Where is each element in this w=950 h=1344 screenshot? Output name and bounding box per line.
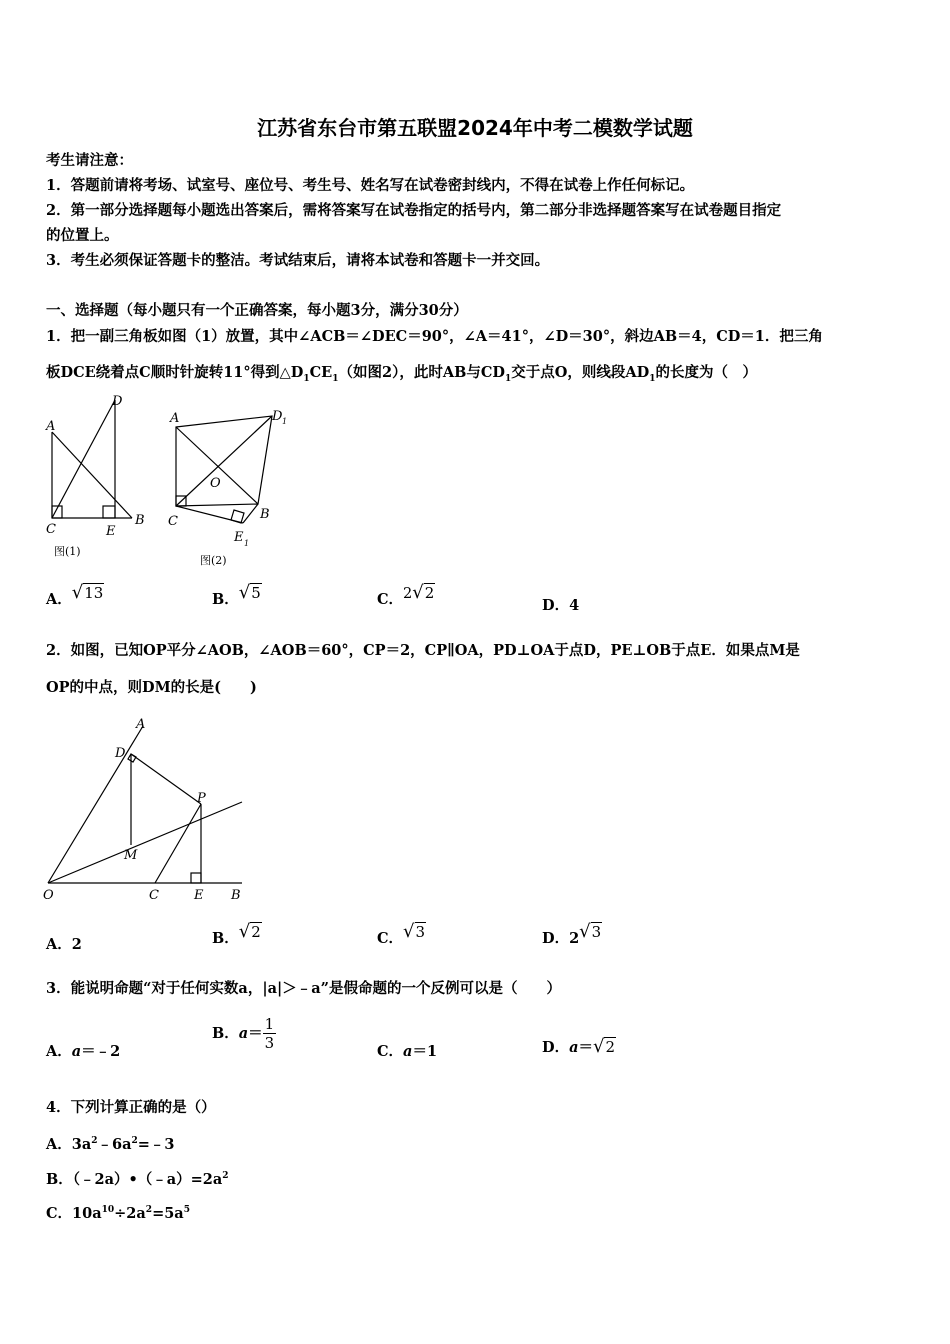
notice-item-2: 2．第一部分选择题每小题选出答案后，需将答案写在试卷指定的括号内，第二部分非选择题答案写在试卷题目指定 — [46, 202, 782, 219]
fig2-label-e1-sub: 1 — [244, 539, 250, 548]
q3-option-d[interactable]: D．a＝√2 — [542, 1036, 616, 1057]
fig2-label-d1: D — [272, 409, 283, 424]
q1-option-b[interactable]: B．√5 — [212, 582, 261, 608]
fig1-label-e: E — [106, 524, 116, 539]
q4-option-b[interactable]: B．$(﹣2a)•(﹣a)=2a^2$ — [46, 1170, 229, 1188]
q4-line1: 4．下列计算正确的是（） — [46, 1099, 216, 1116]
q2-line2: OP的中点，则DM的长是( ) — [46, 679, 257, 696]
q1-option-a[interactable]: A．√13 — [46, 582, 104, 608]
q1-line2: 板DCE绕着点C顺时针旋转11°得到$\triangle D_1CE_1$（如图2），此时AB与$CD_1$交于点O，则线段$AD_1$的长度为（ ） — [46, 364, 757, 384]
q2-figure — [38, 710, 253, 910]
fraction-one-third: $\frac{1}{3}$ — [264, 1015, 275, 1052]
notice-item-2-cont: 的位置上。 — [46, 227, 119, 244]
notice-heading: 考生请注意： — [46, 152, 133, 169]
q2-option-c[interactable]: C．√3 — [377, 921, 426, 947]
exam-title: 江苏省东台市第五联盟2024年中考二模数学试题 — [257, 116, 693, 140]
q2-option-d[interactable]: D．2√3 — [542, 921, 602, 947]
q4-option-c[interactable]: C．$10a^{10}\div 2a^2=5a^5$ — [46, 1204, 190, 1222]
q2-label-c: C — [149, 888, 159, 903]
fig2-label-o: O — [210, 476, 221, 491]
notice-item-1: 1．答题前请将考场、试室号、座位号、考生号、姓名写在试卷密封线内，不得在试卷上作任何标记。 — [46, 177, 695, 194]
fig2-label-c: C — [168, 514, 178, 529]
fig2-label-a: A — [170, 411, 180, 426]
q3-option-b[interactable]: B．a＝ $\frac{1}{3}$ — [212, 1015, 275, 1052]
q2-label-d: D — [115, 746, 126, 761]
q3-option-a[interactable]: A．a＝﹣2 — [46, 1043, 121, 1060]
section-heading: 一、选择题（每小题只有一个正确答案，每小题3分，满分30分） — [46, 302, 468, 319]
q1-line1: 1．把一副三角板如图（1）放置，其中∠ACB＝∠DEC＝90°，∠A＝41°，∠D＝30°，斜边AB＝4，CD＝1．把三角 — [46, 328, 823, 345]
q2-label-m: M — [124, 848, 138, 863]
q2-label-b: B — [231, 888, 241, 903]
q2-label-o: O — [43, 888, 54, 903]
q2-label-e: E — [194, 888, 204, 903]
q3-line1: 3．能说明命题“对于任何实数a，|a|＞﹣a”是假命题的一个反例可以是（ ） — [46, 980, 562, 997]
q3-option-c[interactable]: C．a＝1 — [377, 1043, 438, 1060]
fig2-label-e1: E — [234, 530, 244, 545]
q1-option-d[interactable]: D．4 — [542, 597, 580, 614]
q4-option-a[interactable]: A．$3a^2﹣6a^2=﹣3$ — [46, 1135, 175, 1153]
q1-figure-1 — [40, 392, 155, 567]
fig1-label-d: D — [112, 394, 123, 409]
q1-figure-2 — [160, 400, 290, 570]
q2-option-a[interactable]: A．2 — [46, 936, 82, 953]
fig2-caption: 图(2) — [200, 554, 227, 567]
fig2-label-d1-sub: 1 — [282, 417, 288, 426]
q1-option-c[interactable]: C．2√2 — [377, 582, 435, 608]
notice-item-3: 3．考生必须保证答题卡的整洁。考试结束后，请将本试卷和答题卡一并交回。 — [46, 252, 550, 269]
fig1-label-c: C — [46, 522, 56, 537]
q2-label-a: A — [136, 717, 146, 732]
q2-option-b[interactable]: B．√2 — [212, 921, 261, 947]
fig1-label-b: B — [135, 513, 145, 528]
q2-label-p: P — [197, 791, 206, 806]
q2-line1: 2．如图，已知OP平分∠AOB，∠AOB＝60°，CP＝2，CP∥OA，PD⊥OA于点D，PE⊥OB于点E．如果点M是 — [46, 642, 800, 659]
fig1-label-a: A — [46, 419, 56, 434]
fig1-caption: 图(1) — [54, 545, 81, 558]
fig2-label-b: B — [260, 507, 270, 522]
